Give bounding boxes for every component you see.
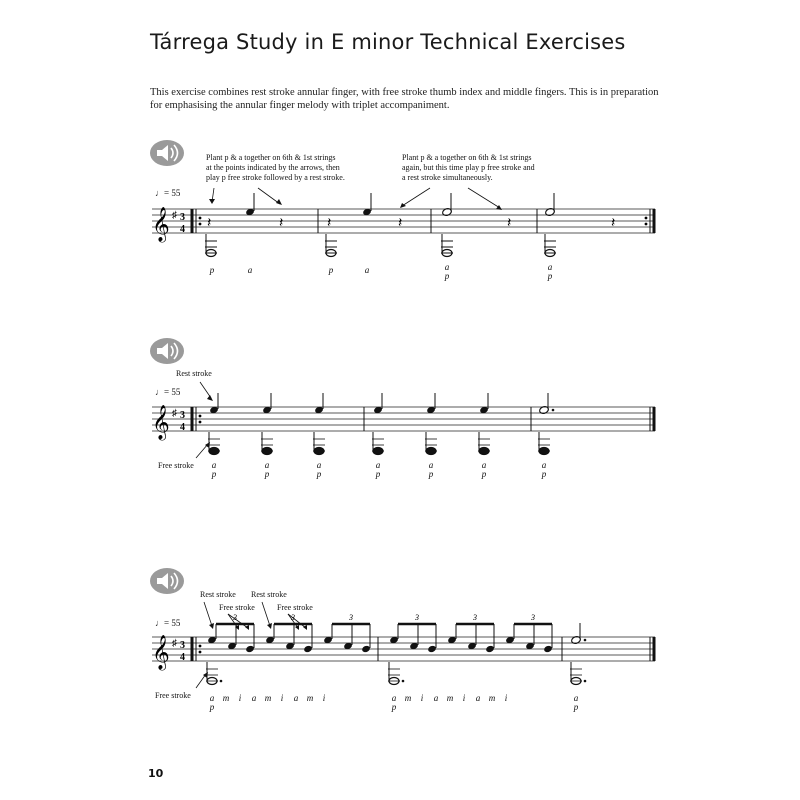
fingering-label: a bbox=[211, 460, 217, 470]
fingering-label: i bbox=[420, 693, 424, 703]
rest-stroke-label: Rest stroke bbox=[251, 590, 287, 599]
fingering-label: m bbox=[264, 693, 272, 703]
triplet-marking: 3 bbox=[233, 613, 237, 622]
fingering-label: a bbox=[247, 265, 253, 275]
fingering-label: a bbox=[364, 265, 370, 275]
page-number: 10 bbox=[148, 767, 164, 780]
staff-notation bbox=[0, 336, 800, 536]
fingering-label: p bbox=[328, 265, 334, 275]
fingering-label: p bbox=[428, 469, 434, 479]
fingering-label: p bbox=[541, 469, 547, 479]
fingering-label: a bbox=[375, 460, 381, 470]
fingering-label: i bbox=[462, 693, 466, 703]
fingering-label: p bbox=[316, 469, 322, 479]
fingering-label: m bbox=[446, 693, 454, 703]
page-title: Tárrega Study in E minor Technical Exercises bbox=[150, 30, 626, 54]
triplet-marking: 3 bbox=[473, 613, 477, 622]
fingering-label: a bbox=[444, 262, 450, 272]
svg-text:𝄞: 𝄞 bbox=[152, 405, 170, 440]
fingering-label: p bbox=[375, 469, 381, 479]
fingering-label: a bbox=[541, 460, 547, 470]
svg-text:𝄽: 𝄽 bbox=[279, 216, 284, 231]
fingering-label: i bbox=[238, 693, 242, 703]
fingering-label: p bbox=[444, 271, 450, 281]
svg-text:4: 4 bbox=[180, 422, 185, 433]
svg-text:𝄽: 𝄽 bbox=[207, 216, 212, 231]
fingering-label: m bbox=[404, 693, 412, 703]
fingering-label: i bbox=[322, 693, 326, 703]
svg-text:4: 4 bbox=[180, 224, 185, 235]
svg-text:3: 3 bbox=[180, 212, 185, 223]
rest-stroke-label: Rest stroke bbox=[200, 590, 236, 599]
fingering-label: p bbox=[573, 702, 579, 712]
svg-text:𝄽: 𝄽 bbox=[507, 216, 512, 231]
fingering-label: a bbox=[547, 262, 553, 272]
fingering-label: a bbox=[428, 460, 434, 470]
fingering-label: p bbox=[211, 469, 217, 479]
tempo-marking: ♩= 55 bbox=[155, 618, 181, 628]
rest-stroke-label: Rest stroke bbox=[176, 369, 212, 378]
tempo-marking: ♩= 55 bbox=[155, 188, 181, 198]
fingering-label: a bbox=[209, 693, 215, 703]
free-stroke-label: Free stroke bbox=[158, 461, 194, 470]
fingering-label: m bbox=[306, 693, 314, 703]
tempo-marking: ♩= 55 bbox=[155, 387, 181, 397]
svg-text:4: 4 bbox=[180, 652, 185, 663]
svg-text:♯: ♯ bbox=[172, 638, 177, 649]
svg-text:𝄽: 𝄽 bbox=[398, 216, 403, 231]
triplet-marking: 3 bbox=[415, 613, 419, 622]
fingering-label: p bbox=[264, 469, 270, 479]
triplet-marking: 3 bbox=[291, 613, 295, 622]
svg-text:𝄽: 𝄽 bbox=[327, 216, 332, 231]
triplet-marking: 3 bbox=[531, 613, 535, 622]
svg-text:3: 3 bbox=[180, 640, 185, 651]
staff-notation bbox=[0, 566, 800, 766]
fingering-label: p bbox=[209, 702, 215, 712]
svg-text:𝄞: 𝄞 bbox=[152, 635, 170, 670]
fingering-label: p bbox=[209, 265, 215, 275]
exercise-3 bbox=[0, 566, 800, 766]
fingering-label: p bbox=[481, 469, 487, 479]
fingering-label: a bbox=[433, 693, 439, 703]
exercise-1 bbox=[0, 138, 800, 338]
svg-text:♯: ♯ bbox=[172, 408, 177, 419]
fingering-label: i bbox=[504, 693, 508, 703]
fingering-label: p bbox=[391, 702, 397, 712]
svg-text:𝄞: 𝄞 bbox=[152, 207, 170, 242]
fingering-label: p bbox=[547, 271, 553, 281]
free-stroke-label: Free stroke bbox=[219, 603, 255, 612]
intro-paragraph: This exercise combines rest stroke annular finger, with free stroke thumb index and middle fingers. This is in preparation for emphasising the annular finger melody with triplet accompaniment. bbox=[150, 87, 659, 111]
fingering-label: a bbox=[264, 460, 270, 470]
fingering-label: a bbox=[391, 693, 397, 703]
triplet-marking: 3 bbox=[349, 613, 353, 622]
exercise-2 bbox=[0, 336, 800, 536]
free-stroke-label: Free stroke bbox=[155, 691, 191, 700]
fingering-label: a bbox=[251, 693, 257, 703]
svg-text:♯: ♯ bbox=[172, 210, 177, 221]
fingering-label: m bbox=[222, 693, 230, 703]
svg-text:𝄽: 𝄽 bbox=[611, 216, 616, 231]
fingering-label: a bbox=[475, 693, 481, 703]
fingering-label: a bbox=[316, 460, 322, 470]
free-stroke-label: Free stroke bbox=[277, 603, 313, 612]
fingering-label: m bbox=[488, 693, 496, 703]
fingering-label: i bbox=[280, 693, 284, 703]
fingering-label: a bbox=[573, 693, 579, 703]
annotation-plant-simultaneous: Plant p & a together on 6th & 1st strings again, but this time play p free stroke and a rest stroke simultaneously. bbox=[402, 153, 535, 182]
fingering-label: a bbox=[293, 693, 299, 703]
staff-notation bbox=[0, 138, 800, 338]
fingering-label: a bbox=[481, 460, 487, 470]
annotation-plant-free-then-rest: Plant p & a together on 6th & 1st strings at the points indicated by the arrows, then play p free stroke followed by a rest stroke. bbox=[206, 153, 345, 182]
svg-text:3: 3 bbox=[180, 410, 185, 421]
